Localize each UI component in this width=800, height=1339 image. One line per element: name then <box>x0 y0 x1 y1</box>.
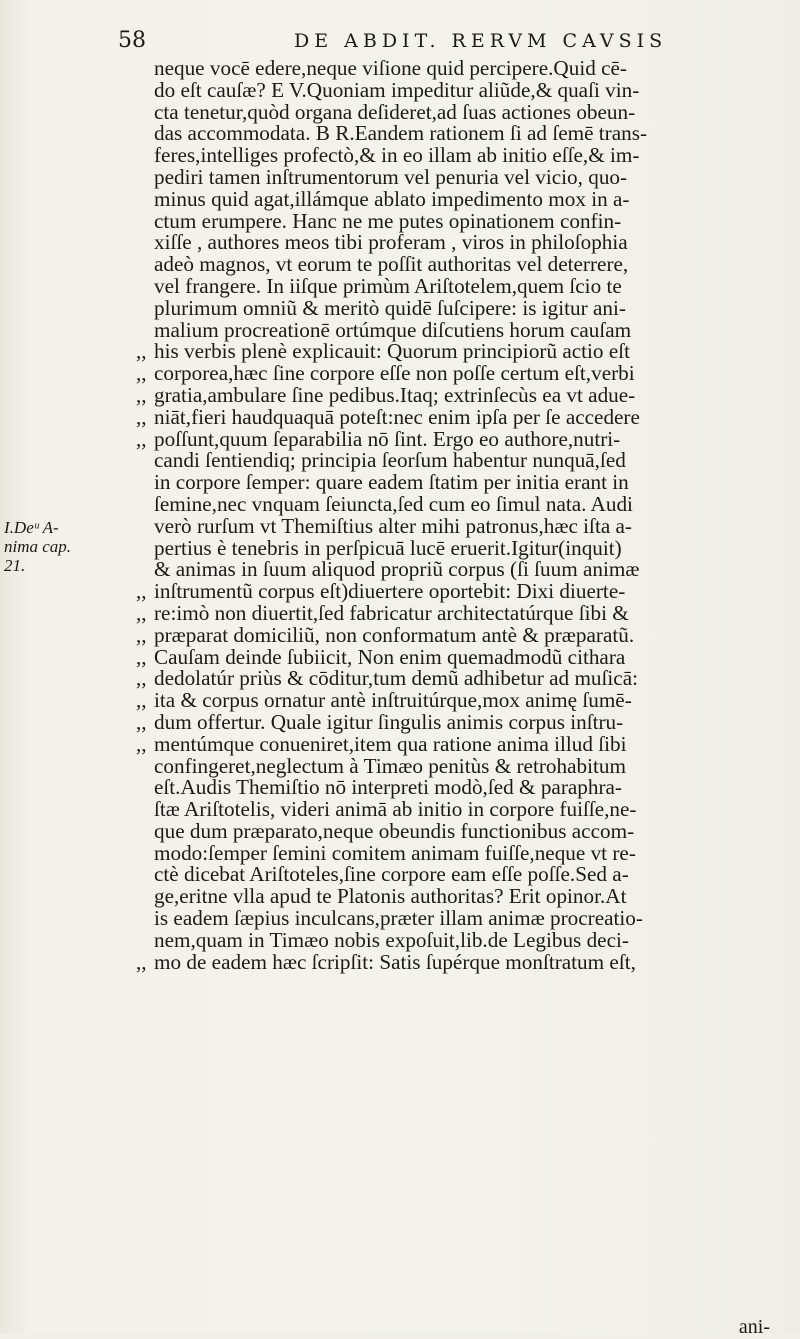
text-line <box>136 731 774 756</box>
text-line <box>154 886 774 908</box>
line-text: feres,intelliges profectò,& in eo illam ab initio eſſe,& im- <box>154 143 640 168</box>
text-line <box>136 382 774 407</box>
line-text: his verbis plenè explicauit: Quorum principiorũ actio eſt <box>154 339 631 364</box>
line-text: nem,quam in Timæo nobis expoſuit,lib.de Legibus deci- <box>154 927 629 952</box>
text-line <box>154 450 774 472</box>
text-line <box>136 361 774 386</box>
line-text: ſemine,nec vnquam ſeiuncta,ſed cum eo ſimul nata. Audi <box>154 491 633 516</box>
text-line <box>154 273 774 298</box>
text-line <box>154 753 774 778</box>
text-line <box>136 339 774 364</box>
text-line <box>136 426 774 451</box>
text-line <box>154 58 774 80</box>
line-text: minus quid agat,illámque ablato impedimento mox in a- <box>154 186 630 211</box>
line-text: inſtrumentũ corpus eſt)diuertere oportebit: Dixi diuerte- <box>154 579 626 604</box>
quotation-mark: ,, <box>136 426 147 451</box>
line-text: eſt.Audis Themiſtio nō interpreti modò,ſed & paraphra- <box>154 775 622 800</box>
text-line <box>136 949 774 974</box>
quotation-mark: ,, <box>136 382 147 407</box>
text-line <box>154 840 774 865</box>
line-text: verò rurſum vt Themiſtius alter mihi patronus,hæc iſta a- <box>154 513 632 538</box>
text-line <box>154 77 774 102</box>
text-line <box>154 254 774 276</box>
text-line <box>136 600 774 625</box>
text-line <box>154 513 774 538</box>
line-text: re:imò non diuertit,ſed fabricatur architectatúrque ſibi & <box>154 600 629 625</box>
quotation-mark: ,, <box>136 404 147 429</box>
quotation-mark: ,, <box>136 361 147 386</box>
line-text: do eſt cauſæ? E V.Quoniam impeditur aliũde,& quaſi vin- <box>154 77 640 102</box>
text-line <box>154 99 774 124</box>
margin-note <box>4 518 84 575</box>
text-line <box>154 818 774 843</box>
text-line <box>154 908 774 930</box>
line-text: pertius è tenebris in perſpicuā lucē eruerit.Igitur(inquit) <box>154 535 622 560</box>
text-line <box>154 317 774 342</box>
line-text: candi ſentiendiq; principia ſeorſum habentur nunquā,ſed <box>154 448 626 473</box>
quotation-mark: ,, <box>136 622 147 647</box>
text-line <box>136 622 774 647</box>
text-line <box>154 799 774 821</box>
quotation-mark: ,, <box>136 688 147 713</box>
line-text: xiſſe , authores meos tibi proferam , viros in philoſophia <box>154 230 628 255</box>
quotation-mark: ,, <box>136 731 147 756</box>
text-line <box>154 559 774 581</box>
line-text: vel frangere. In iiſque primùm Ariſtotelem,quem ſcio te <box>154 273 622 298</box>
line-text: confingeret,neglectum à Timæo penitùs & retrohabitum <box>154 753 626 778</box>
text-line <box>154 777 774 799</box>
text-line <box>154 164 774 189</box>
margin-note-line: nima cap. <box>4 537 72 556</box>
line-text: ge,eritne vlla apud te Platonis authoritas? Erit opinor.At <box>154 884 627 909</box>
running-title: DE ABDIT. RERVM CAVSIS <box>294 30 668 52</box>
body-text <box>136 56 774 974</box>
line-text: præparat domiciliũ, non conformatum antè & præparatũ. <box>154 622 635 647</box>
line-text: gratia,ambulare ſine pedibus.Itaq; extrinſecùs ea vt adue- <box>154 382 636 407</box>
line-text: malium procreationē ortúmque diſcutiens horum cauſam <box>154 317 632 342</box>
line-text: ctè dicebat Ariſtoteles,ſine corpore eam eſſe poſſe.Sed a- <box>154 862 629 887</box>
line-text: ita & corpus ornatur antè inſtruitúrque,mox animę ſumē- <box>154 688 632 713</box>
line-text: neque vocē edere,neque viſione quid percipere.Quid cē- <box>154 56 627 80</box>
text-line <box>136 404 774 429</box>
text-line <box>154 186 774 211</box>
line-text: ſtæ Ariſtotelis, videri animā ab initio in corpore fuiſſe,ne- <box>154 797 637 822</box>
text-line <box>154 472 774 494</box>
quotation-mark: ,, <box>136 949 147 974</box>
page-number: 58 <box>118 28 146 53</box>
line-text: que dum præparato,neque obeundis functionibus accom- <box>154 818 635 843</box>
line-text: in corpore ſemper: quare eadem ſtatim per initia erant in <box>154 470 629 495</box>
text-line <box>154 232 774 254</box>
text-line <box>136 688 774 713</box>
text-line <box>136 709 774 734</box>
line-text: adeò magnos, vt eorum te poſſit authoritas vel deterrere, <box>154 252 629 277</box>
line-text: pediri tamen inſtrumentorum vel penuria vel vicio, quo- <box>154 164 628 189</box>
text-line <box>136 579 774 604</box>
text-line <box>154 123 774 145</box>
line-text: dum offertur. Quale igitur ſingulis animis corpus inſtru- <box>154 709 624 734</box>
text-line <box>154 864 774 886</box>
quotation-mark: ,, <box>136 579 147 604</box>
text-line <box>136 644 774 669</box>
line-text: corporea,hæc ſine corpore eſſe non poſſe certum eſt,verbi <box>154 361 635 386</box>
line-text: & animas in ſuum aliquod propriũ corpus (ſi ſuum animæ <box>154 557 640 582</box>
catchword: ani- <box>738 1316 770 1338</box>
line-text: ctum erumpere. Hanc ne me putes opinationem confin- <box>154 208 622 233</box>
line-text: das accommodata. B R.Eandem rationem ſi ad ſemē trans- <box>154 121 648 146</box>
line-text: poſſunt,quum ſeparabilia nō ſint. Ergo eo authore,nutri- <box>154 426 621 451</box>
text-line <box>154 295 774 320</box>
line-text: Cauſam deinde ſubiicit, Non enim quemadmodũ cithara <box>154 644 626 669</box>
line-text: mentúmque conueniret,item qua ratione anima illud ſibi <box>154 731 627 756</box>
line-text: niāt,fieri haudquaquā poteſt:nec enim ipſa per ſe accedere <box>154 404 640 429</box>
quotation-mark: ,, <box>136 709 147 734</box>
line-text: plurimum omniũ & meritò quidē ſuſcipere: is igitur ani- <box>154 295 626 320</box>
line-text: cta tenetur,quòd organa deſideret,ad ſuas actiones obeun- <box>154 99 636 124</box>
line-text: dedolatúr priùs & cōditur,tum demũ adhibetur ad muſicā: <box>154 666 638 691</box>
text-line <box>154 208 774 233</box>
text-line <box>154 535 774 560</box>
line-text: modo:ſemper ſemini comitem animam fuiſſe,neque vt re- <box>154 840 636 865</box>
text-line <box>154 927 774 952</box>
quotation-mark: ,, <box>136 666 147 691</box>
margin-note-line: I.Deᵘ A- <box>4 518 59 537</box>
quotation-mark: ,, <box>136 600 147 625</box>
margin-note-line: 21. <box>4 556 26 575</box>
text-line <box>154 491 774 516</box>
text-line <box>154 145 774 167</box>
quotation-mark: ,, <box>136 644 147 669</box>
line-text: mo de eadem hæc ſcripſit: Satis ſupérque monſtratum eſt, <box>154 949 636 974</box>
line-text: is eadem ſæpius inculcans,præter illam animæ procreatio- <box>154 906 643 931</box>
text-line <box>136 666 774 691</box>
quotation-mark: ,, <box>136 339 147 364</box>
